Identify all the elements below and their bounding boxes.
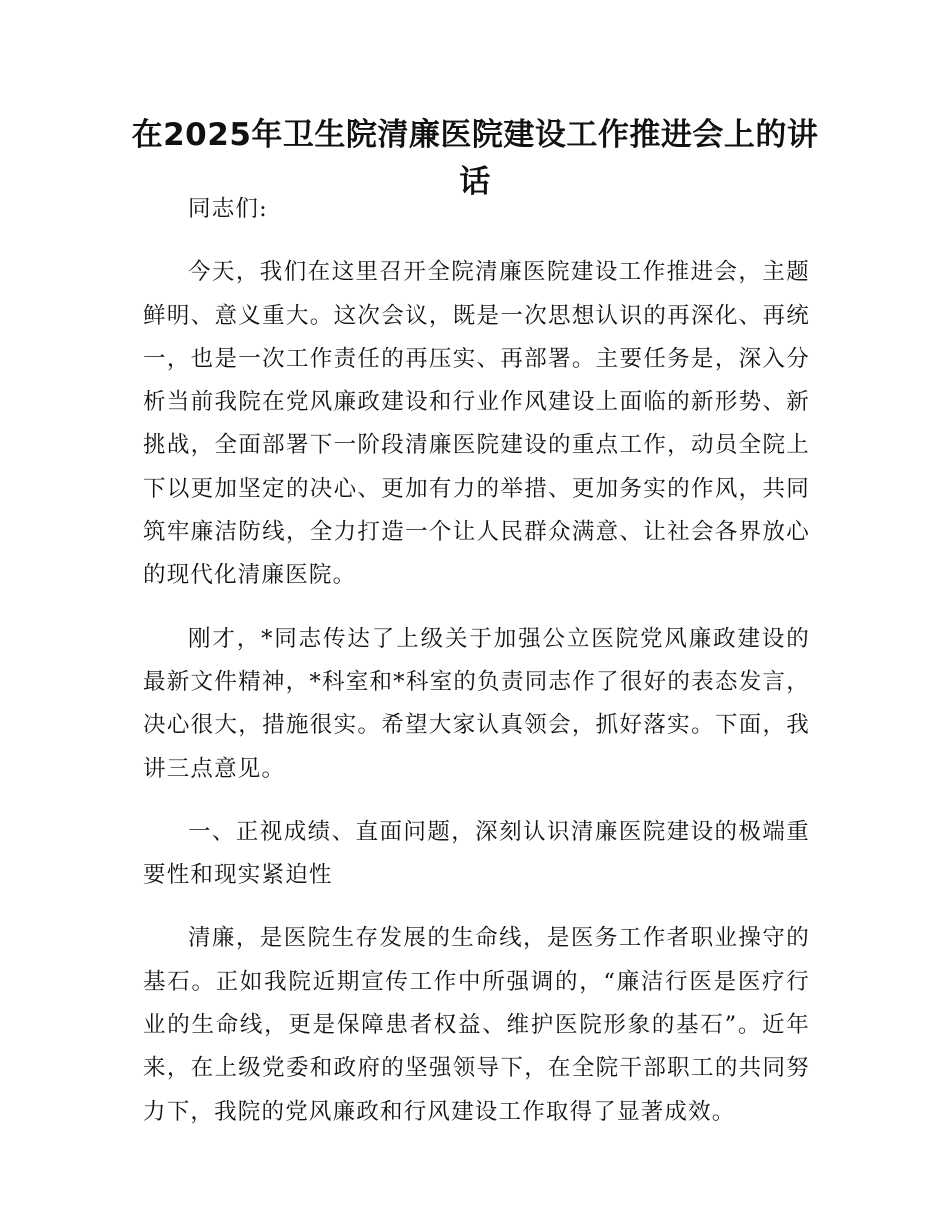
body-paragraph: 今天，我们在这里召开全院清廉医院建设工作推进会，主题鲜明、意义重大。这次会议，既是一次思想认识的再深化、再统一，也是一次工作责任的再压实、再部署。主要任务是，深入分析当前我院在党风廉政建设和行业作风建设上面临的新形势、新挑战，全面部署下一阶段清廉医院建设的重点工作，动员全院上下以更加坚定的决心、更加有力的举措、更加务实的作风，共同筑牢廉洁防线，全力打造一个让人民群众满意、让社会各界放心的现代化清廉医院。 [143, 259, 810, 589]
body-paragraph: 刚才，*同志传达了上级关于加强公立医院党风廉政建设的最新文件精神，*科室和*科室的负责同志作了很好的表态发言，决心很大，措施很实。希望大家认真领会，抓好落实。下面，我讲三点意见。 [143, 625, 810, 782]
section-heading: 一、正视成绩、直面问题，深刻认识清廉医院建设的极端重要性和现实紧迫性 [143, 818, 810, 889]
document-title: 在2025年卫生院清廉医院建设工作推进会上的讲话 [131, 117, 819, 200]
salutation: 同志们: [188, 196, 268, 222]
body-paragraph: 清廉，是医院生存发展的生命线，是医务工作者职业操守的基石。正如我院近期宣传工作中所强调的，“廉洁行医是医疗行业的生命线，更是保障患者权益、维护医院形象的基石”。近年来，在上级党委和政府的坚强领导下，在全院干部职工的共同努力下，我院的党风廉政和行风建设工作取得了显著成效。 [143, 925, 810, 1125]
document-body [143, 188, 810, 1134]
